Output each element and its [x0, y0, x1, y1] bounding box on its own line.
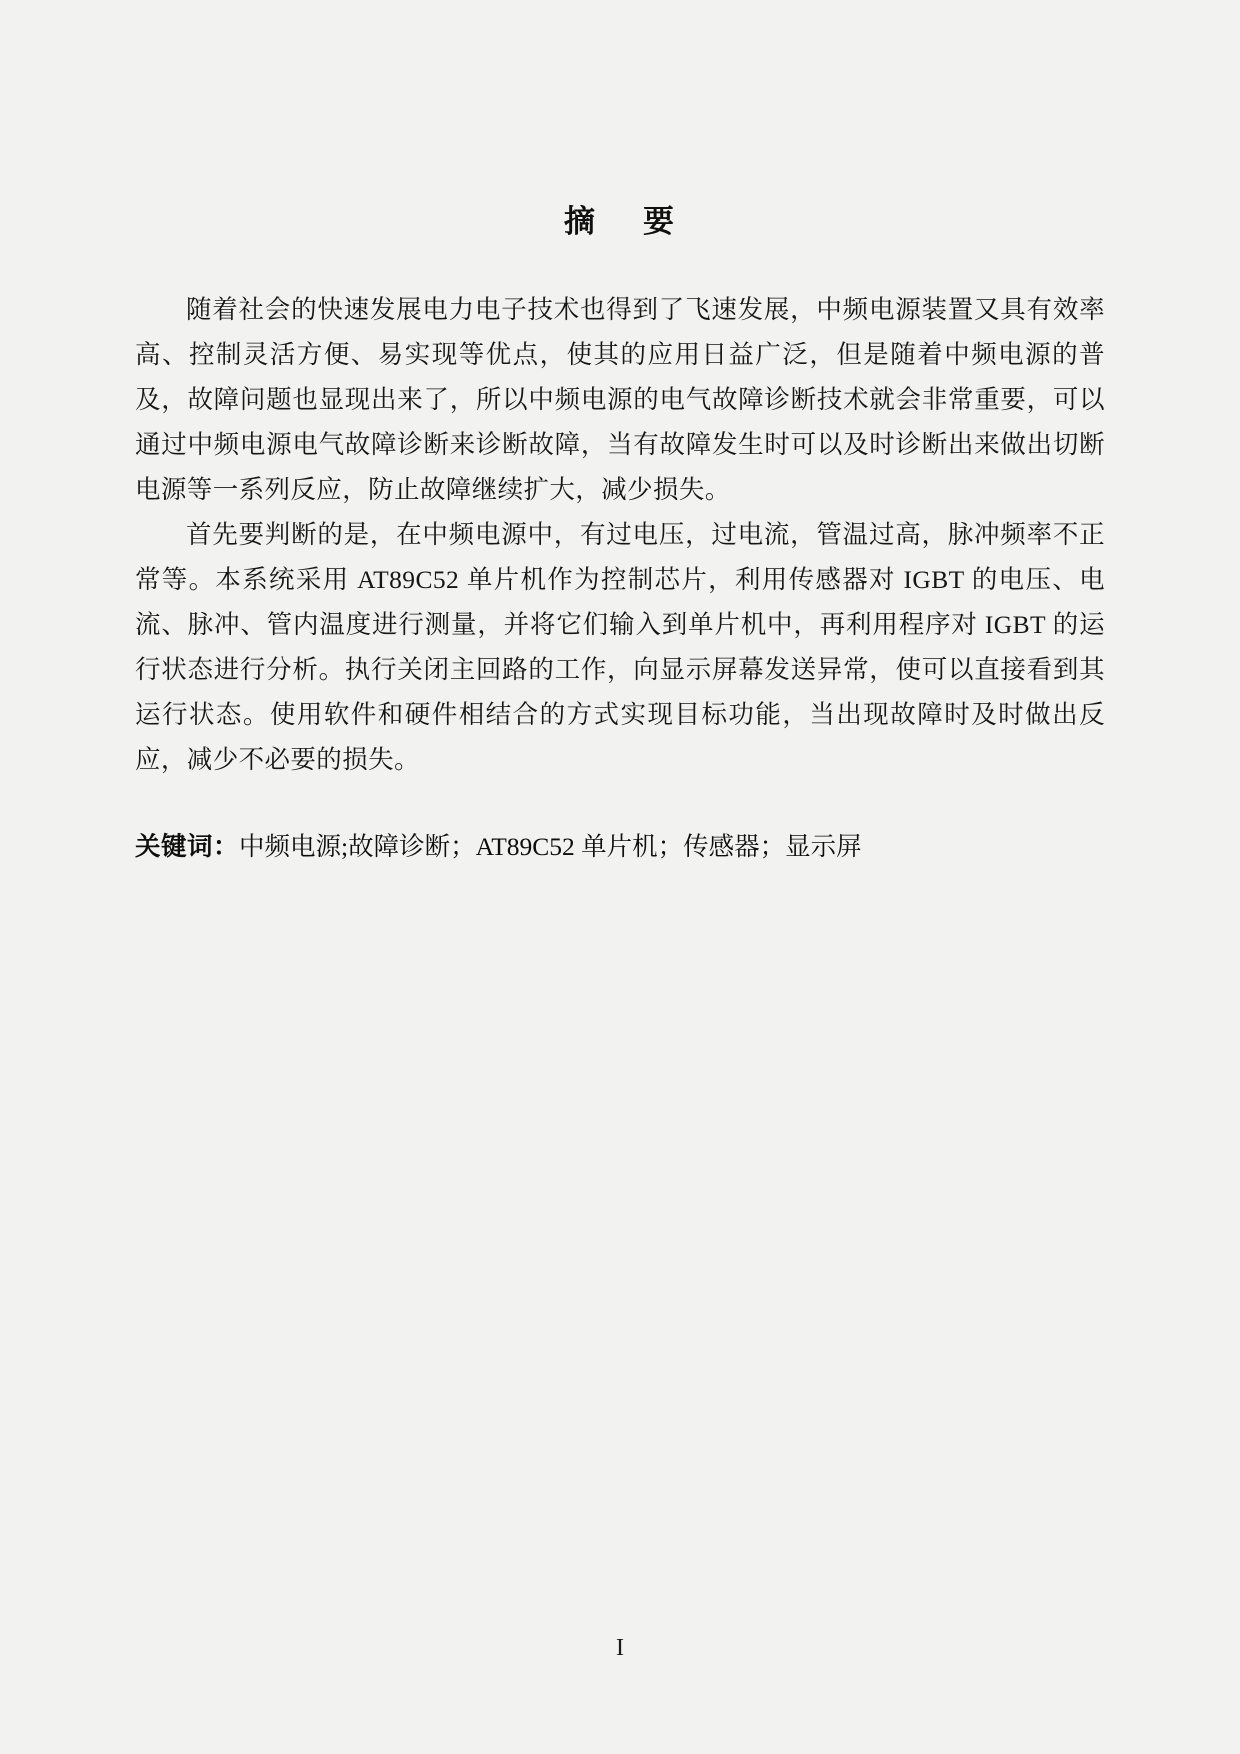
page-title-left: 摘	[564, 204, 597, 239]
keywords-label: 关键词：	[135, 833, 240, 861]
page-title-right: 要	[643, 204, 676, 239]
abstract-body	[135, 287, 1105, 782]
keywords-value: 中频电源;故障诊断；AT89C52 单片机；传感器；显示屏	[239, 832, 862, 861]
page-number: I	[616, 1635, 624, 1661]
keywords-line	[135, 824, 1105, 870]
paragraph-1: 随着社会的快速发展电力电子技术也得到了飞速发展，中频电源装置又具有效率高、控制灵活方便、易实现等优点，使其的应用日益广泛，但是随着中频电源的普及，故障问题也显现出来了，所以中频电源的电气故障诊断技术就会非常重要，可以通过中频电源电气故障诊断来诊断故障，当有故障发生时可以及时诊断出来做出切断电源等一系列反应，防止故障继续扩大，减少损失。	[135, 295, 1105, 504]
page-title	[135, 196, 1105, 241]
paragraph-2: 首先要判断的是，在中频电源中，有过电压，过电流，管温过高，脉冲频率不正常等。本系统采用 AT89C52 单片机作为控制芯片，利用传感器对 IGBT 的电压、电流、脉冲、管内温度进行测量，并将它们输入到单片机中，再利用程序对 IGBT 的运行状态进行分析。执行关闭主回路的工作，向显示屏幕发送异常，使可以直接看到其运行状态。使用软件和硬件相结合的方式实现目标功能，当出现故障时及时做出反应，减少不必要的损失。	[135, 520, 1105, 774]
